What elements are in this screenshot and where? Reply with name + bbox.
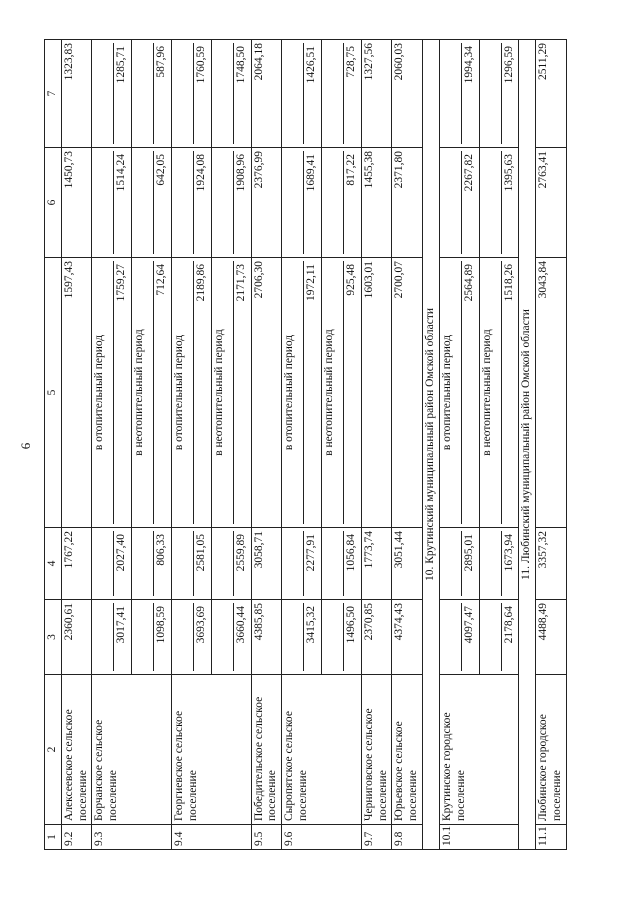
header-cell: 2 xyxy=(45,675,62,825)
value-cell: 2700,07 xyxy=(392,258,423,528)
settlement-name: Алексеевское сельское поселение xyxy=(61,675,92,825)
header-cell: 7 xyxy=(45,40,62,148)
table-header-row xyxy=(45,40,62,850)
value-cell xyxy=(282,258,322,528)
table-row xyxy=(439,40,479,850)
settlement-name: Любинское городское поселение xyxy=(536,675,567,825)
value-nonheating: 1296,59 xyxy=(502,46,515,84)
value-cell xyxy=(211,600,251,675)
value-cell: 1450,73 xyxy=(61,148,92,258)
value-cell: 2360,61 xyxy=(61,600,92,675)
value-nonheating: 2171,73 xyxy=(234,264,247,302)
value-cell xyxy=(439,258,479,528)
value-heating: 1689,41 xyxy=(305,154,318,192)
value-cell xyxy=(439,148,479,258)
value-cell: 4488,49 xyxy=(536,600,567,675)
value-cell: 2511,29 xyxy=(536,40,567,148)
value-cell: 2370,85 xyxy=(361,600,392,675)
value-cell: 3043,84 xyxy=(536,258,567,528)
value-cell xyxy=(92,40,132,148)
value-cell xyxy=(321,528,361,600)
value-cell: 3058,71 xyxy=(251,528,282,600)
value-cell: 3357,32 xyxy=(536,528,567,600)
value-cell xyxy=(171,40,211,148)
value-cell xyxy=(479,148,519,258)
table-row xyxy=(282,40,322,850)
value-nonheating: 1098,59 xyxy=(155,606,168,644)
value-heating: 3415,32 xyxy=(305,606,318,644)
value-cell: 4385,85 xyxy=(251,600,282,675)
value-heating: 2581,05 xyxy=(194,534,207,572)
value-cell: 1603,01 xyxy=(361,258,392,528)
settlement-name: Борчанское сельское поселение xyxy=(92,675,172,825)
value-nonheating: 1056,84 xyxy=(344,534,357,572)
row-number: 9.3 xyxy=(92,825,172,850)
settlement-name: Георгиевское сельское поселение xyxy=(171,675,251,825)
header-cell: 4 xyxy=(45,528,62,600)
value-cell xyxy=(282,528,322,600)
value-cell xyxy=(282,148,322,258)
value-cell xyxy=(132,528,172,600)
value-nonheating: 712,64 xyxy=(155,264,168,296)
value-cell xyxy=(132,148,172,258)
row-number: 11.1 xyxy=(536,825,567,850)
value-cell xyxy=(321,258,361,528)
settlement-name: Крутинское городское поселение xyxy=(439,675,519,825)
value-nonheating: 2559,89 xyxy=(234,534,247,572)
value-nonheating: 806,33 xyxy=(155,534,168,566)
value-cell xyxy=(211,528,251,600)
value-heating: 4097,47 xyxy=(462,606,475,644)
settlement-name: Юрьевское сельское поселение xyxy=(392,675,423,825)
value-heating: 2277,91 xyxy=(305,534,318,572)
value-cell: 2064,18 xyxy=(251,40,282,148)
row-number: 10.1 xyxy=(439,825,519,850)
value-heating: 2027,40 xyxy=(115,534,128,572)
section-row xyxy=(422,40,439,850)
header-cell: 5 xyxy=(45,258,62,528)
period-label: в отопительный период xyxy=(441,261,462,524)
value-heating: 1426,51 xyxy=(305,46,318,84)
row-number: 9.2 xyxy=(61,825,92,850)
period-label: в отопительный период xyxy=(93,261,114,524)
value-heating: 2564,89 xyxy=(462,264,475,302)
value-cell xyxy=(479,258,519,528)
table-row xyxy=(171,40,211,850)
value-nonheating: 925,48 xyxy=(344,264,357,296)
value-nonheating: 1748,50 xyxy=(234,46,247,84)
value-nonheating: 3660,44 xyxy=(234,606,247,644)
section-title: 11. Любинский муниципальный район Омской области xyxy=(519,40,536,850)
value-cell xyxy=(211,258,251,528)
period-label: в неотопительный период xyxy=(213,261,234,524)
value-cell: 1773,74 xyxy=(361,528,392,600)
value-nonheating: 642,05 xyxy=(155,154,168,186)
rotated-table-container xyxy=(44,40,604,850)
value-cell xyxy=(479,600,519,675)
page-number: 6 xyxy=(18,442,33,450)
value-cell xyxy=(321,148,361,258)
value-nonheating: 1518,26 xyxy=(502,264,515,302)
value-heating: 1285,71 xyxy=(115,46,128,84)
value-cell: 1597,43 xyxy=(61,258,92,528)
value-cell xyxy=(321,40,361,148)
value-heating: 2895,01 xyxy=(462,534,475,572)
value-cell: 1323,83 xyxy=(61,40,92,148)
value-cell xyxy=(439,40,479,148)
row-number: 9.5 xyxy=(251,825,282,850)
row-number: 9.8 xyxy=(392,825,423,850)
value-nonheating: 1496,50 xyxy=(344,606,357,644)
period-label: в отопительный период xyxy=(173,261,194,524)
value-cell: 1327,56 xyxy=(361,40,392,148)
table-row xyxy=(536,40,567,850)
value-cell xyxy=(132,600,172,675)
value-cell: 2763,41 xyxy=(536,148,567,258)
section-title: 10. Крутинский муниципальный район Омской области xyxy=(422,40,439,850)
value-cell: 2371,80 xyxy=(392,148,423,258)
row-number: 9.7 xyxy=(361,825,392,850)
value-cell: 1455,38 xyxy=(361,148,392,258)
value-cell xyxy=(282,600,322,675)
value-heating: 1759,27 xyxy=(115,264,128,302)
table-row xyxy=(92,40,132,850)
value-cell xyxy=(92,528,132,600)
settlement-name: Сыропятское сельское поселение xyxy=(282,675,362,825)
value-cell xyxy=(171,528,211,600)
period-label: в неотопительный период xyxy=(481,261,502,524)
value-heating: 1760,59 xyxy=(194,46,207,84)
settlement-name: Черниговское сельское поселение xyxy=(361,675,392,825)
value-cell: 2376,99 xyxy=(251,148,282,258)
value-nonheating: 587,96 xyxy=(155,46,168,78)
value-heating: 1514,24 xyxy=(115,154,128,192)
section-row xyxy=(519,40,536,850)
value-heating: 2189,86 xyxy=(194,264,207,302)
value-nonheating: 728,75 xyxy=(344,46,357,78)
settlement-name: Победительское сельское поселение xyxy=(251,675,282,825)
value-heating: 1972,11 xyxy=(305,264,318,301)
value-nonheating: 1395,63 xyxy=(502,154,515,192)
value-nonheating: 1673,94 xyxy=(502,534,515,572)
value-cell xyxy=(92,148,132,258)
value-cell: 3051,44 xyxy=(392,528,423,600)
value-cell xyxy=(439,528,479,600)
value-nonheating: 1908,96 xyxy=(234,154,247,192)
period-label: в неотопительный период xyxy=(133,261,154,524)
value-cell: 2060,03 xyxy=(392,40,423,148)
tariff-table xyxy=(44,39,567,850)
value-nonheating: 817,22 xyxy=(344,154,357,186)
header-cell: 3 xyxy=(45,600,62,675)
period-label: в отопительный период xyxy=(283,261,304,524)
table-row xyxy=(392,40,423,850)
table-row xyxy=(361,40,392,850)
value-cell xyxy=(92,258,132,528)
value-heating: 1994,34 xyxy=(462,46,475,84)
value-cell: 1767,22 xyxy=(61,528,92,600)
value-cell xyxy=(439,600,479,675)
table-row xyxy=(251,40,282,850)
value-cell xyxy=(171,148,211,258)
row-number: 9.6 xyxy=(282,825,362,850)
row-number: 9.4 xyxy=(171,825,251,850)
value-heating: 3693,69 xyxy=(194,606,207,644)
value-heating: 1924,08 xyxy=(194,154,207,192)
header-cell: 1 xyxy=(45,825,62,850)
value-cell xyxy=(132,40,172,148)
period-label: в неотопительный период xyxy=(323,261,344,524)
value-cell xyxy=(321,600,361,675)
value-cell xyxy=(211,148,251,258)
table-row xyxy=(61,40,92,850)
value-cell xyxy=(171,258,211,528)
value-cell xyxy=(479,528,519,600)
header-cell: 6 xyxy=(45,148,62,258)
value-cell: 4374,43 xyxy=(392,600,423,675)
value-cell xyxy=(171,600,211,675)
value-cell xyxy=(92,600,132,675)
value-heating: 3017,41 xyxy=(115,606,128,644)
value-heating: 2267,82 xyxy=(462,154,475,192)
value-cell xyxy=(282,40,322,148)
value-cell xyxy=(211,40,251,148)
value-nonheating: 2178,64 xyxy=(502,606,515,644)
value-cell: 2706,30 xyxy=(251,258,282,528)
value-cell xyxy=(479,40,519,148)
value-cell xyxy=(132,258,172,528)
